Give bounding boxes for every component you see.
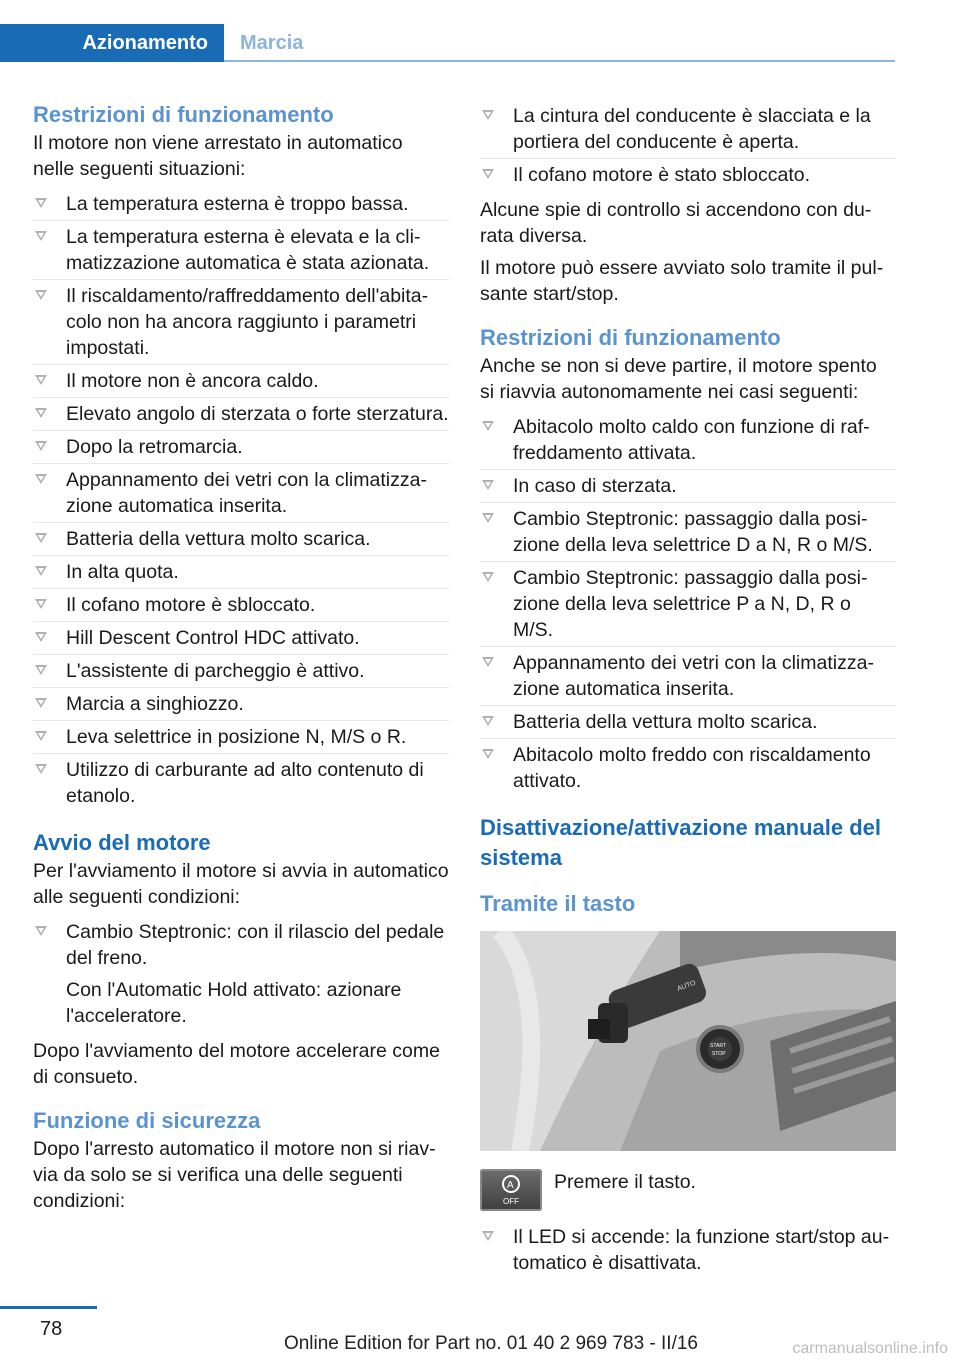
list-item: Appannamento dei vetri con la climatizzazione automatica inserita. <box>33 463 449 522</box>
heading-funzione-sicurezza: Funzione di sicurezza <box>33 1108 261 1133</box>
list-item: Il LED si accende: la funzione start/stop automatico è disattivata. <box>480 1221 896 1279</box>
list-item: Abitacolo molto freddo con riscaldamento attivato. <box>480 738 896 797</box>
list-item: Cambio Steptronic: con il rilascio del pedale del freno. Con l'Automatic Hold attivato: azionare l'acceleratore. <box>33 916 449 1032</box>
intro-text: Il motore non viene arrestato in automatico nelle seguenti situazioni: <box>33 132 403 180</box>
safety-intro: Dopo l'arresto automatico il motore non si riavvia da solo se si verifica una delle seguenti condizioni: <box>33 1138 436 1212</box>
right-column <box>480 100 896 1279</box>
footer-divider <box>0 1306 97 1309</box>
lever-label: AUTO <box>676 979 697 993</box>
press-label: Premere il tasto. <box>554 1171 696 1193</box>
press-button-row <box>480 1169 896 1213</box>
bullet-triangle-icon <box>482 513 494 523</box>
start-conditions-list <box>33 916 449 1032</box>
list-item: Leva selettrice in posizione N, M/S o R. <box>33 720 449 753</box>
dashboard-illustration <box>480 931 896 1151</box>
bullet-triangle-icon <box>35 231 47 241</box>
bullet-triangle-icon <box>482 110 494 120</box>
restart-intro: Anche se non si deve partire, il motore spento si riavvia autonomamente nei casi seguenti: <box>480 355 877 403</box>
bullet-triangle-icon <box>35 474 47 484</box>
bullet-triangle-icon <box>482 480 494 490</box>
list-item: In alta quota. <box>33 555 449 588</box>
off-label: OFF <box>503 1197 519 1206</box>
header-divider <box>224 60 895 62</box>
start-intro: Per l'avviamento il motore si avvia in automatico alle seguenti condizioni: <box>33 860 449 908</box>
start-after-text: Dopo l'avviamento del motore accelerare come di consueto. <box>33 1040 440 1088</box>
auto-start-stop-button-icon <box>480 1169 542 1211</box>
bullet-triangle-icon <box>35 375 47 385</box>
bullet-triangle-icon <box>35 599 47 609</box>
bullet-triangle-icon <box>35 566 47 576</box>
list-item: Il motore non è ancora caldo. <box>33 364 449 397</box>
heading-avvio-motore: Avvio del motore <box>33 830 211 855</box>
bullet-triangle-icon <box>482 169 494 179</box>
list-item: Il riscaldamento/raffreddamento dell'abitacolo non ha ancora raggiunto i parametri impostati. <box>33 279 449 364</box>
bullet-triangle-icon <box>35 764 47 774</box>
list-item: In caso di sterzata. <box>480 469 896 502</box>
list-item: Abitacolo molto caldo con funzione di raffreddamento attivata. <box>480 411 896 469</box>
start-button-text: Il motore può essere avviato solo tramite il pulsante start/stop. <box>480 257 884 305</box>
page-header <box>0 24 960 62</box>
bullet-triangle-icon <box>482 421 494 431</box>
list-item: Cambio Steptronic: passaggio dalla posizione della leva selettrice D a N, R o M/S. <box>480 502 896 561</box>
stop-label: STOP <box>712 1051 726 1057</box>
list-item: Il cofano motore è sbloccato. <box>33 588 449 621</box>
bullet-triangle-icon <box>35 533 47 543</box>
bullet-triangle-icon <box>482 657 494 667</box>
start-label: START <box>710 1043 726 1049</box>
svg-text:A: A <box>507 1180 514 1191</box>
bullet-triangle-icon <box>35 665 47 675</box>
list-item: Elevato angolo di sterzata o forte sterzatura. <box>33 397 449 430</box>
bullet-triangle-icon <box>35 441 47 451</box>
list-item: La cintura del conducente è slacciata e la portiera del conducente è aperta. <box>480 100 896 158</box>
list-item: Marcia a singhiozzo. <box>33 687 449 720</box>
start-item-note: Con l'Automatic Hold attivato: azionare l'acceleratore. <box>66 979 402 1027</box>
list-item: L'assistente di parcheggio è attivo. <box>33 654 449 687</box>
list-item: La temperatura esterna è troppo bassa. <box>33 188 449 220</box>
heading-disattivazione: Disattivazione/attivazione manuale del sistema <box>480 815 882 870</box>
left-column <box>33 100 449 1220</box>
bullet-triangle-icon <box>482 749 494 759</box>
list-item: Batteria della vettura molto scarica. <box>480 705 896 738</box>
bullet-triangle-icon <box>35 731 47 741</box>
list-item: Batteria della vettura molto scarica. <box>33 522 449 555</box>
bullet-triangle-icon <box>35 408 47 418</box>
bullet-triangle-icon <box>482 716 494 726</box>
page-number: 78 <box>40 1318 63 1340</box>
bullet-triangle-icon <box>482 1231 494 1241</box>
led-list <box>480 1221 896 1279</box>
indicator-text: Alcune spie di controllo si accendono con durata diversa. <box>480 199 872 247</box>
list-item: Il cofano motore è stato sbloccato. <box>480 158 896 191</box>
bullet-triangle-icon <box>35 698 47 708</box>
list-item: Cambio Steptronic: passaggio dalla posizione della leva selettrice P a N, D, R o M/S. <box>480 561 896 646</box>
heading-restrizioni-2: Restrizioni di funzionamento <box>480 325 781 350</box>
bullet-triangle-icon <box>35 198 47 208</box>
restrictions-list <box>33 188 449 812</box>
tab-azionamento[interactable]: Azionamento <box>0 24 224 62</box>
safety-conditions-list <box>480 100 896 191</box>
tab-marcia[interactable]: Marcia <box>240 32 304 54</box>
list-item: Dopo la retromarcia. <box>33 430 449 463</box>
heading-tramite-tasto: Tramite il tasto <box>480 891 636 916</box>
bullet-triangle-icon <box>35 926 47 936</box>
bullet-triangle-icon <box>35 290 47 300</box>
list-item: La temperatura esterna è elevata e la climatizzazione automatica è stata azionata. <box>33 220 449 279</box>
restart-list <box>480 411 896 797</box>
heading-restrizioni: Restrizioni di funzionamento <box>33 102 334 127</box>
edition-text: Online Edition for Part no. 01 40 2 969 783 - II/16 <box>283 1333 698 1354</box>
watermark: carmanualsonline.info <box>792 1340 948 1357</box>
list-item: Hill Descent Control HDC attivato. <box>33 621 449 654</box>
bullet-triangle-icon <box>35 632 47 642</box>
list-item: Utilizzo di carburante ad alto contenuto di etanolo. <box>33 753 449 812</box>
bullet-triangle-icon <box>482 572 494 582</box>
list-item: Appannamento dei vetri con la climatizzazione automatica inserita. <box>480 646 896 705</box>
dashboard-photo <box>480 931 896 1151</box>
